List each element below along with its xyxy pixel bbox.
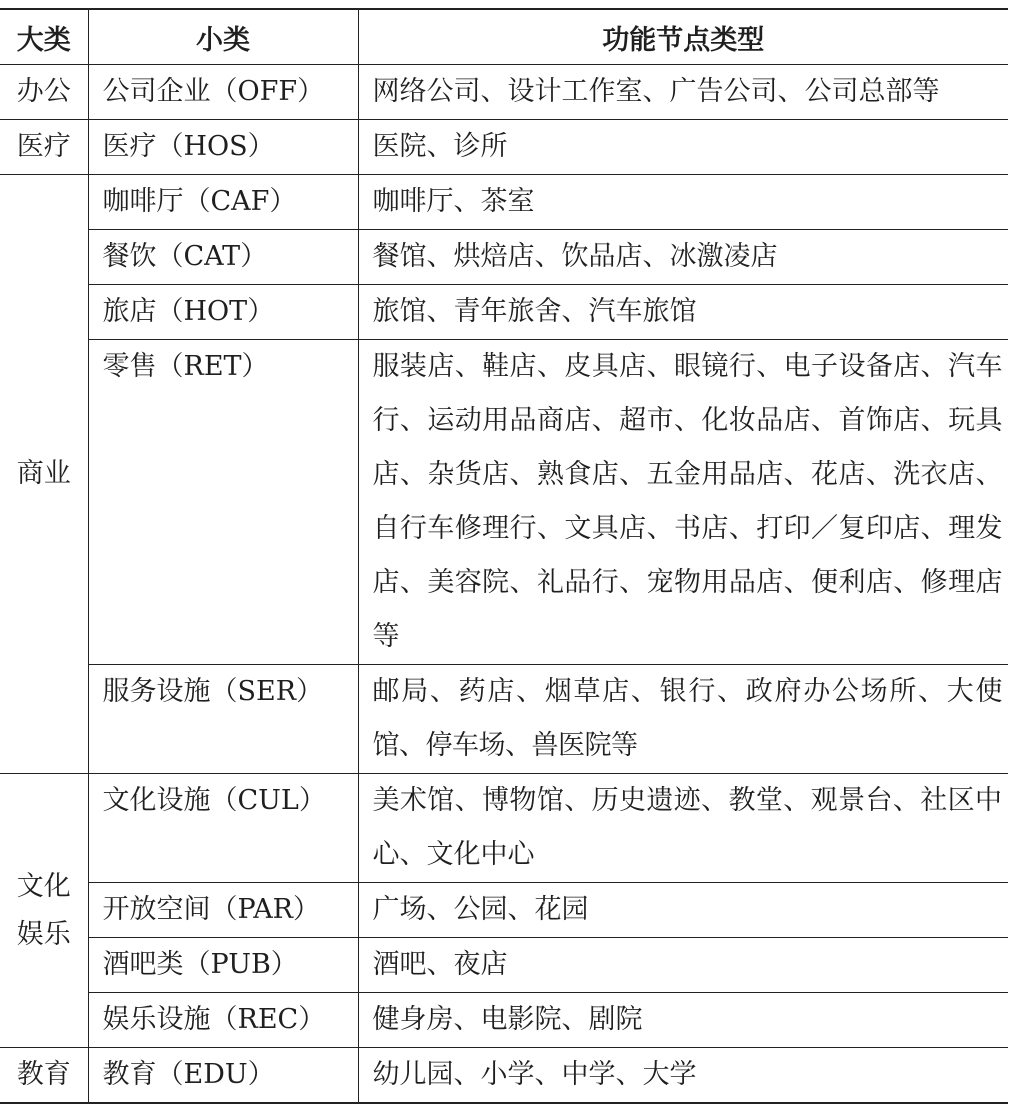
header-subcategory: 小类 — [88, 9, 358, 65]
subcategory-cell: 餐饮（CAT） — [88, 230, 358, 285]
node-types-cell: 酒吧、夜店 — [358, 938, 1008, 993]
table-row — [0, 883, 1008, 938]
category-cell: 办公 — [0, 65, 88, 120]
subcategory-cell: 教育（EDU） — [88, 1048, 358, 1104]
table-row — [0, 285, 1008, 340]
table-row — [0, 938, 1008, 993]
subcategory-cell: 公司企业（OFF） — [88, 65, 358, 120]
table-row — [0, 665, 1008, 774]
category-cell: 教育 — [0, 1048, 88, 1104]
subcategory-cell: 文化设施（CUL） — [88, 774, 358, 883]
table-row — [0, 774, 1008, 883]
table-row — [0, 65, 1008, 120]
header-category: 大类 — [0, 9, 88, 65]
node-types-cell: 餐馆、烘焙店、饮品店、冰激凌店 — [358, 230, 1008, 285]
node-types-cell: 医院、诊所 — [358, 120, 1008, 175]
subcategory-cell: 开放空间（PAR） — [88, 883, 358, 938]
node-types-cell: 广场、公园、花园 — [358, 883, 1008, 938]
poi-category-table — [0, 8, 1008, 1104]
node-types-cell: 幼儿园、小学、中学、大学 — [358, 1048, 1008, 1104]
category-text: 文化娱乐 — [16, 870, 71, 950]
header-node-types: 功能节点类型 — [358, 9, 1008, 65]
table-row — [0, 175, 1008, 230]
table-row — [0, 993, 1008, 1048]
node-types-cell: 邮局、药店、烟草店、银行、政府办公场所、大使馆、停车场、兽医院等 — [358, 665, 1008, 774]
table-row — [0, 230, 1008, 285]
category-cell: 医疗 — [0, 120, 88, 175]
node-types-cell: 健身房、电影院、剧院 — [358, 993, 1008, 1048]
subcategory-cell: 旅店（HOT） — [88, 285, 358, 340]
node-types-cell: 美术馆、博物馆、历史遗迹、教堂、观景台、社区中心、文化中心 — [358, 774, 1008, 883]
table-row — [0, 1048, 1008, 1104]
node-types-cell: 网络公司、设计工作室、广告公司、公司总部等 — [358, 65, 1008, 120]
category-cell: 商业 — [0, 175, 88, 774]
subcategory-cell: 零售（RET） — [88, 340, 358, 665]
subcategory-cell: 医疗（HOS） — [88, 120, 358, 175]
subcategory-cell: 服务设施（SER） — [88, 665, 358, 774]
header-row — [0, 9, 1008, 65]
node-types-cell: 旅馆、青年旅舍、汽车旅馆 — [358, 285, 1008, 340]
subcategory-cell: 咖啡厅（CAF） — [88, 175, 358, 230]
table-row — [0, 120, 1008, 175]
category-cell — [0, 774, 88, 1048]
subcategory-cell: 酒吧类（PUB） — [88, 938, 358, 993]
table-row — [0, 340, 1008, 665]
node-types-cell: 服装店、鞋店、皮具店、眼镜行、电子设备店、汽车行、运动用品商店、超市、化妆品店、首饰店、玩具店、杂货店、熟食店、五金用品店、花店、洗衣店、自行车修理行、文具店、书店、打印／复印店、理发店、美容院、礼品行、宠物用品店、便利店、修理店等 — [358, 340, 1008, 665]
subcategory-cell: 娱乐设施（REC） — [88, 993, 358, 1048]
node-types-cell: 咖啡厅、茶室 — [358, 175, 1008, 230]
